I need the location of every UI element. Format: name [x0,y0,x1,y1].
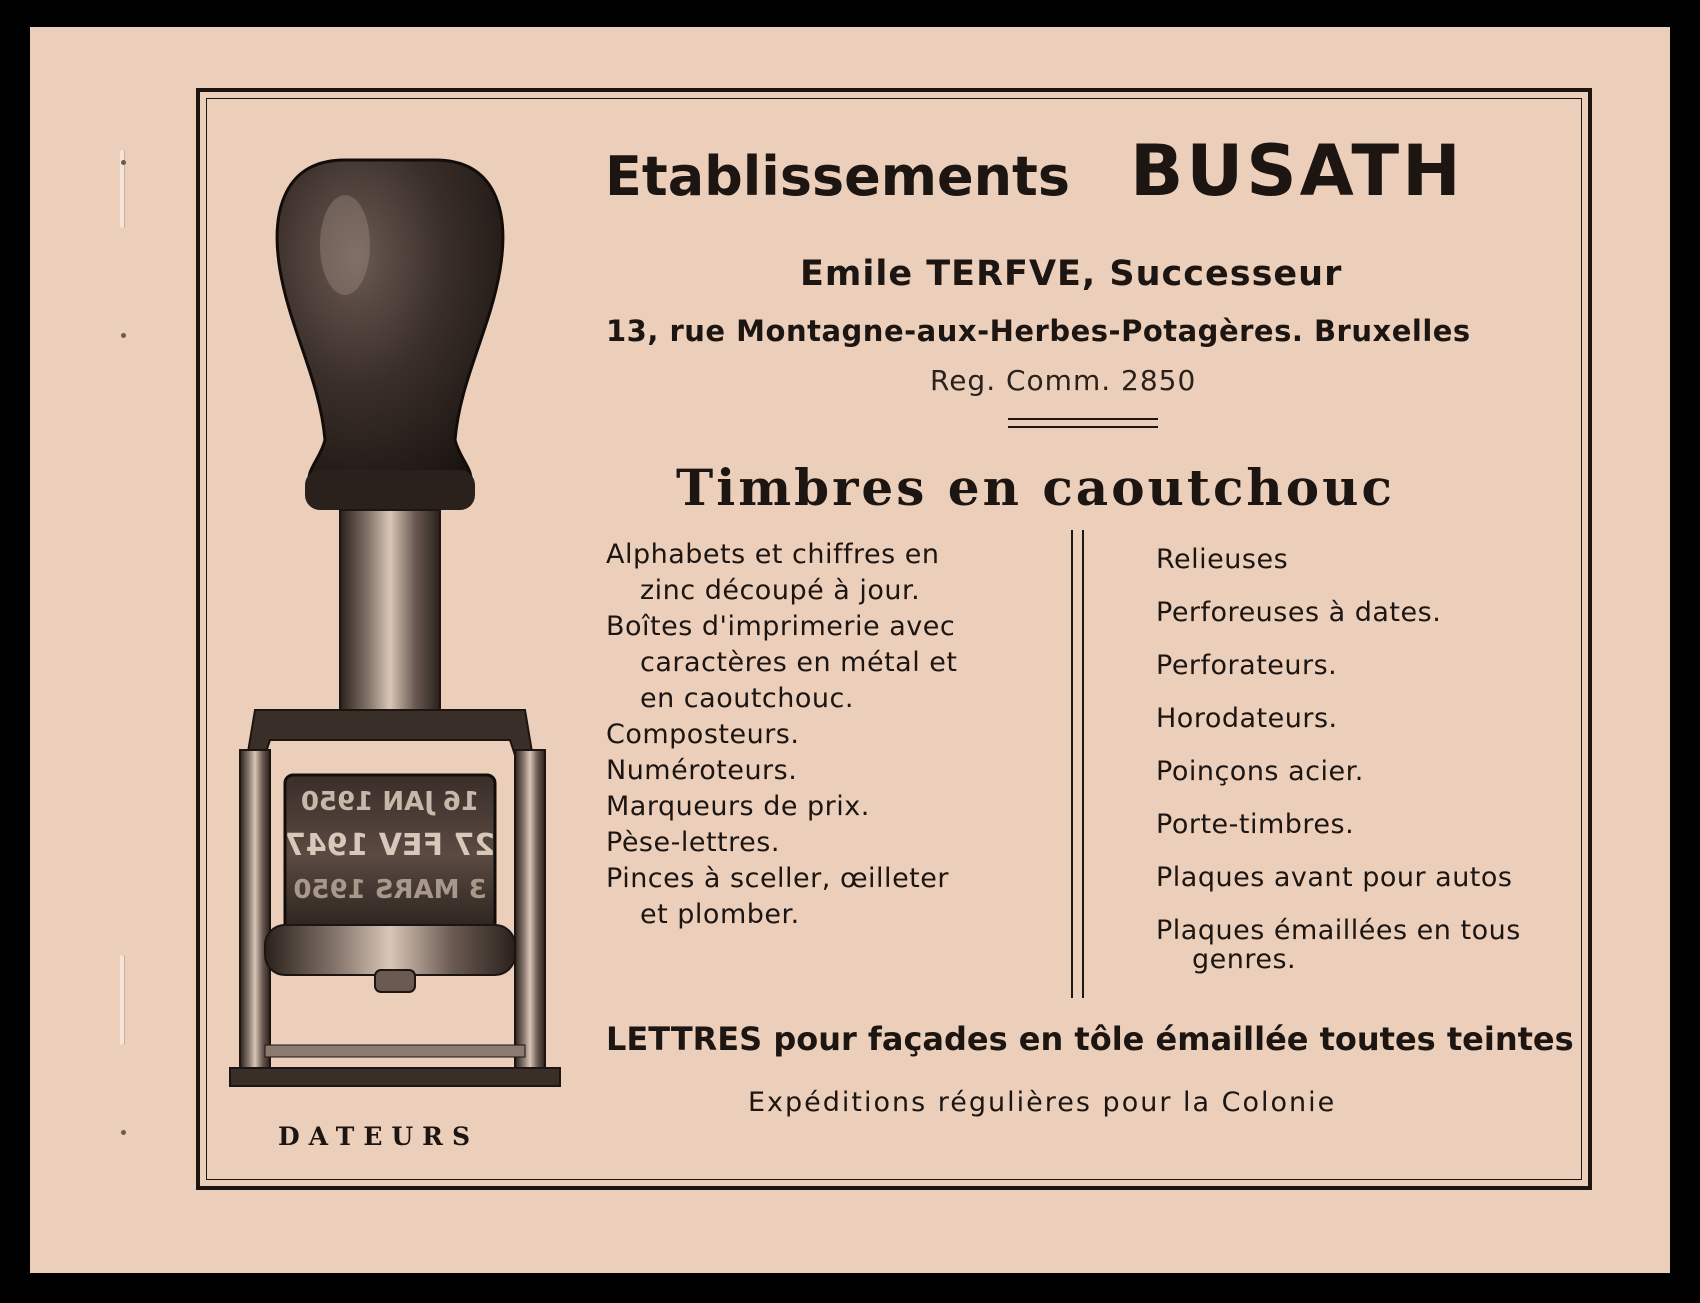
divider-rule-bottom [1008,426,1158,428]
illustration-caption: DATEURS [278,1122,480,1151]
lettres-rest: pour façades en tôle émaillée toutes teintes [762,1020,1574,1058]
list-item: Perforateurs. [1156,650,1338,681]
knob-shape [277,160,503,485]
list-item: Perforeuses à dates. [1156,597,1442,628]
lettres-line [606,1020,1574,1058]
list-item: Boîtes d'imprimerie avec [606,611,956,642]
list-item: Plaques avant pour autos [1156,862,1513,893]
frame-bracket-top [245,710,535,770]
title-word-busath: BUSATH [1130,130,1464,212]
list-item: Alphabets et chiffres en [606,539,940,570]
list-item: Composteurs. [606,719,800,750]
list-item: caractères en métal et [640,647,958,678]
adjust-knob [375,970,415,992]
right-product-list [1156,533,1521,977]
list-item: Pèse-lettres. [606,827,780,858]
knob-collar [305,470,475,510]
list-item: en caoutchouc. [640,683,854,714]
column-divider-right [1082,530,1084,998]
list-item: et plomber. [640,899,800,930]
band-date-1: 16 JAN 1950 [300,787,480,817]
binding-hole-1 [121,160,126,165]
binding-hole-2 [121,333,126,338]
expeditions-line: Expéditions régulières pour la Colonie [748,1087,1337,1118]
lettres-bold: LETTRES [606,1020,763,1058]
title-word-etablissements: Etablissements [605,145,1071,208]
list-item: Pinces à sceller, œilleter [606,863,949,894]
frame-arm-left [240,750,270,1080]
list-item: zinc découpé à jour. [640,575,921,606]
divider-rule-top [1008,418,1158,420]
company-title [605,130,1464,212]
address-line: 13, rue Montagne-aux-Herbes-Potagères. Bruxelles [606,314,1471,348]
list-item: Relieuses [1156,544,1289,575]
section-heading: Timbres en caoutchouc [676,458,1395,517]
list-item: Plaques émaillées en tous [1156,915,1521,946]
successor-line: Emile TERFVE, Successeur [800,254,1343,294]
stamp-base-plate [265,1045,525,1057]
list-item: Numéroteurs. [606,755,798,786]
band-date-3: 3 MARS 1950 [293,875,487,905]
list-item: Poinçons acier. [1156,756,1364,787]
left-product-list [606,537,957,933]
staple-bottom [120,955,124,1045]
frame-arm-right [515,750,545,1080]
list-item: Marqueurs de prix. [606,791,870,822]
knob-highlight [320,195,370,295]
list-item: Porte-timbres. [1156,809,1355,840]
stamp-base [230,1068,560,1086]
band-date-2: 27 FEV 1947 [284,828,496,863]
binding-hole-3 [121,1130,126,1135]
column-divider-left [1071,530,1073,998]
shaft [340,510,440,710]
roller [265,925,515,975]
list-item: genres. [1192,944,1297,975]
registration-line: Reg. Comm. 2850 [930,364,1197,397]
list-item: Horodateurs. [1156,703,1338,734]
dating-stamp-illustration [225,150,605,1125]
